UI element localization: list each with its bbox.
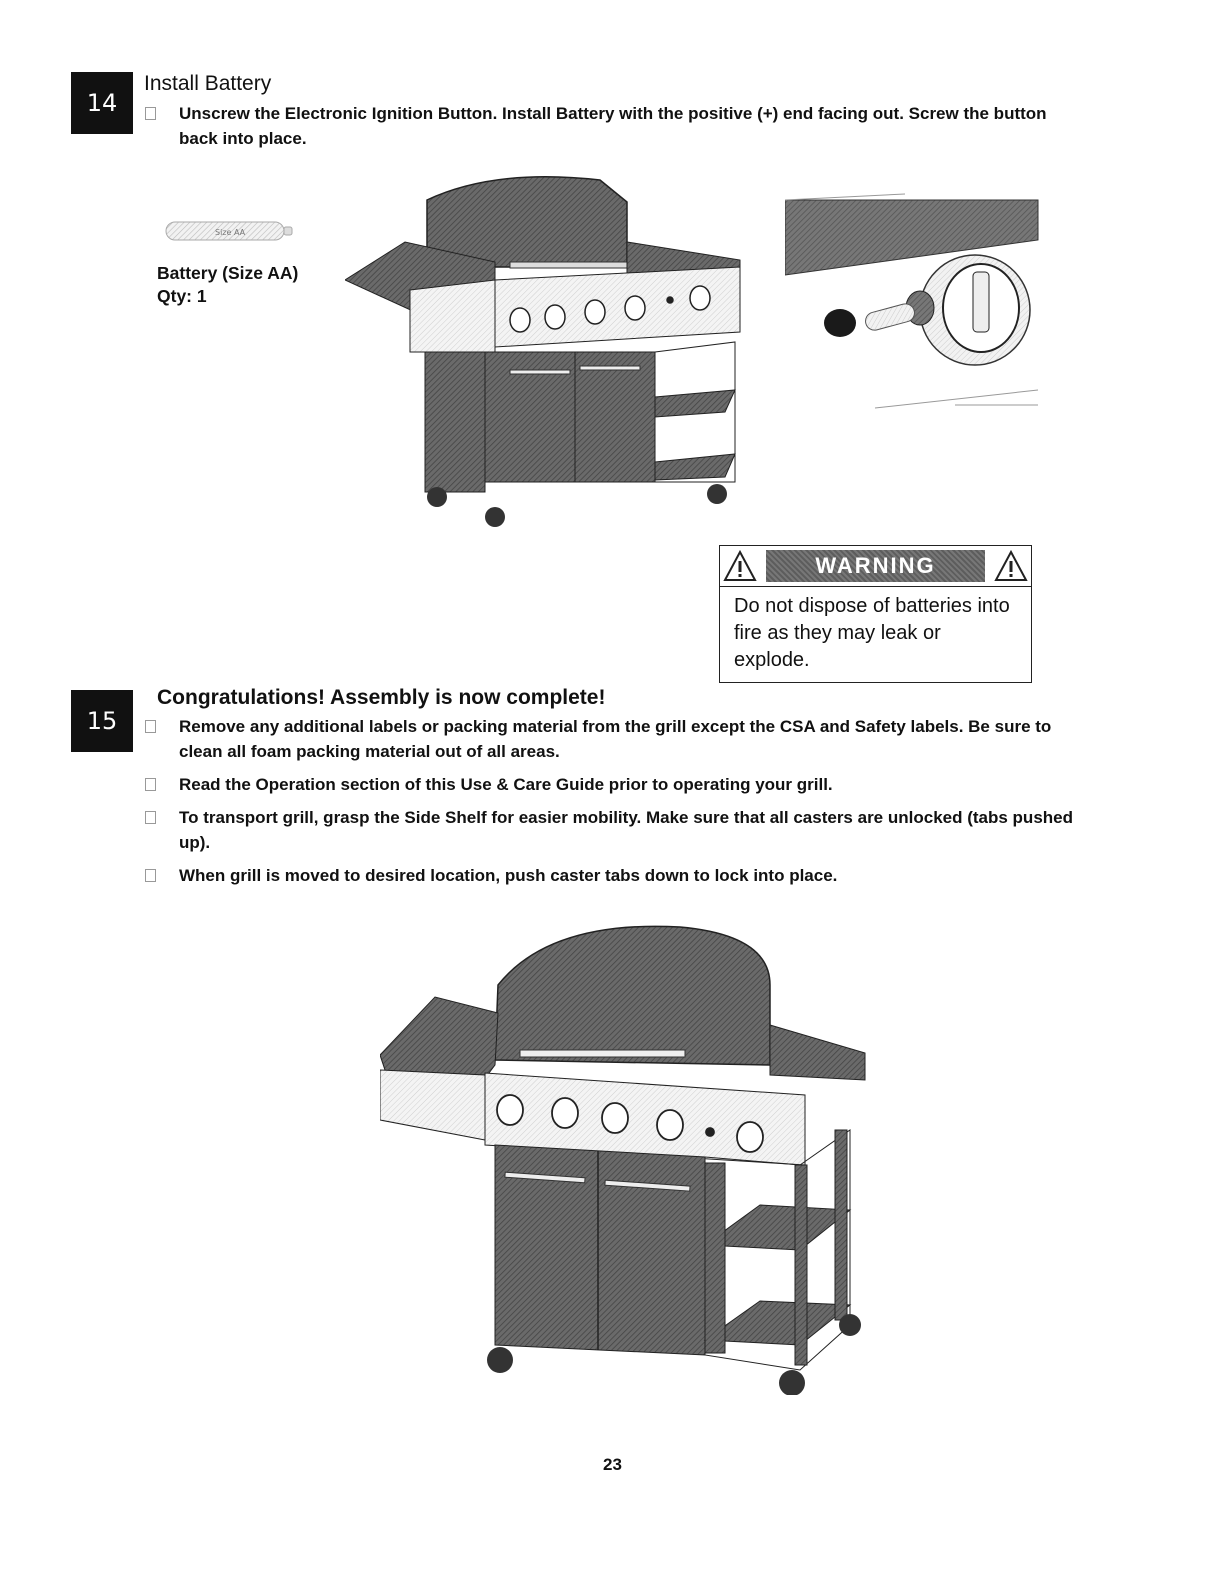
checkbox-icon xyxy=(145,811,156,824)
battery-part-name: Battery (Size AA) xyxy=(157,263,299,283)
battery-size-marking: Size AA xyxy=(215,228,246,237)
battery-aa-illustration xyxy=(160,212,300,248)
battery-part-qty: Qty: 1 xyxy=(157,286,207,306)
bullet-text: Unscrew the Electronic Ignition Button. Install Battery with the positive (+) end facing out. Screw the button back into place. xyxy=(179,104,1047,148)
bullet-text: To transport grill, grasp the Side Shelf for easier mobility. Make sure that all casters are unlocked (tabs pushed up). xyxy=(179,808,1073,852)
checkbox-icon xyxy=(145,720,156,733)
step-title-assembly-complete: Congratulations! Assembly is now complete! xyxy=(157,686,606,709)
checkbox-icon xyxy=(145,778,156,791)
warning-title: WARNING xyxy=(766,550,985,582)
grill-illustration-large xyxy=(380,925,875,1395)
step-number-badge-14: 14 xyxy=(71,72,133,134)
checkbox-icon xyxy=(145,107,156,120)
step15-bullet-list xyxy=(145,714,1075,896)
step14-bullet-item xyxy=(145,101,1075,151)
step-number-badge-15: 15 xyxy=(71,690,133,752)
warning-header xyxy=(720,546,1031,587)
warning-box xyxy=(719,545,1032,683)
ignition-button-detail-illustration xyxy=(785,180,1045,415)
warning-triangle-icon xyxy=(991,546,1031,586)
step15-bullet-item xyxy=(145,863,1075,888)
grill-illustration-small xyxy=(345,172,745,532)
battery-part-label xyxy=(157,262,298,308)
step15-bullet-item xyxy=(145,805,1075,855)
bullet-text: When grill is moved to desired location, push caster tabs down to lock into place. xyxy=(179,866,838,885)
warning-text: Do not dispose of batteries into fire as they may leak or explode. xyxy=(734,595,1010,671)
step-title-install-battery: Install Battery xyxy=(144,72,272,95)
step15-bullet-item xyxy=(145,772,1075,797)
step14-bullet-list xyxy=(145,101,1075,159)
checkbox-icon xyxy=(145,869,156,882)
warning-triangle-icon xyxy=(720,546,760,586)
page-number: 23 xyxy=(603,1455,622,1474)
bullet-text: Read the Operation section of this Use & Care Guide prior to operating your grill. xyxy=(179,775,833,794)
bullet-text: Remove any additional labels or packing material from the grill except the CSA and Safety labels. Be sure to clean all foam packing material out of all areas. xyxy=(179,717,1052,761)
step15-bullet-item xyxy=(145,714,1075,764)
